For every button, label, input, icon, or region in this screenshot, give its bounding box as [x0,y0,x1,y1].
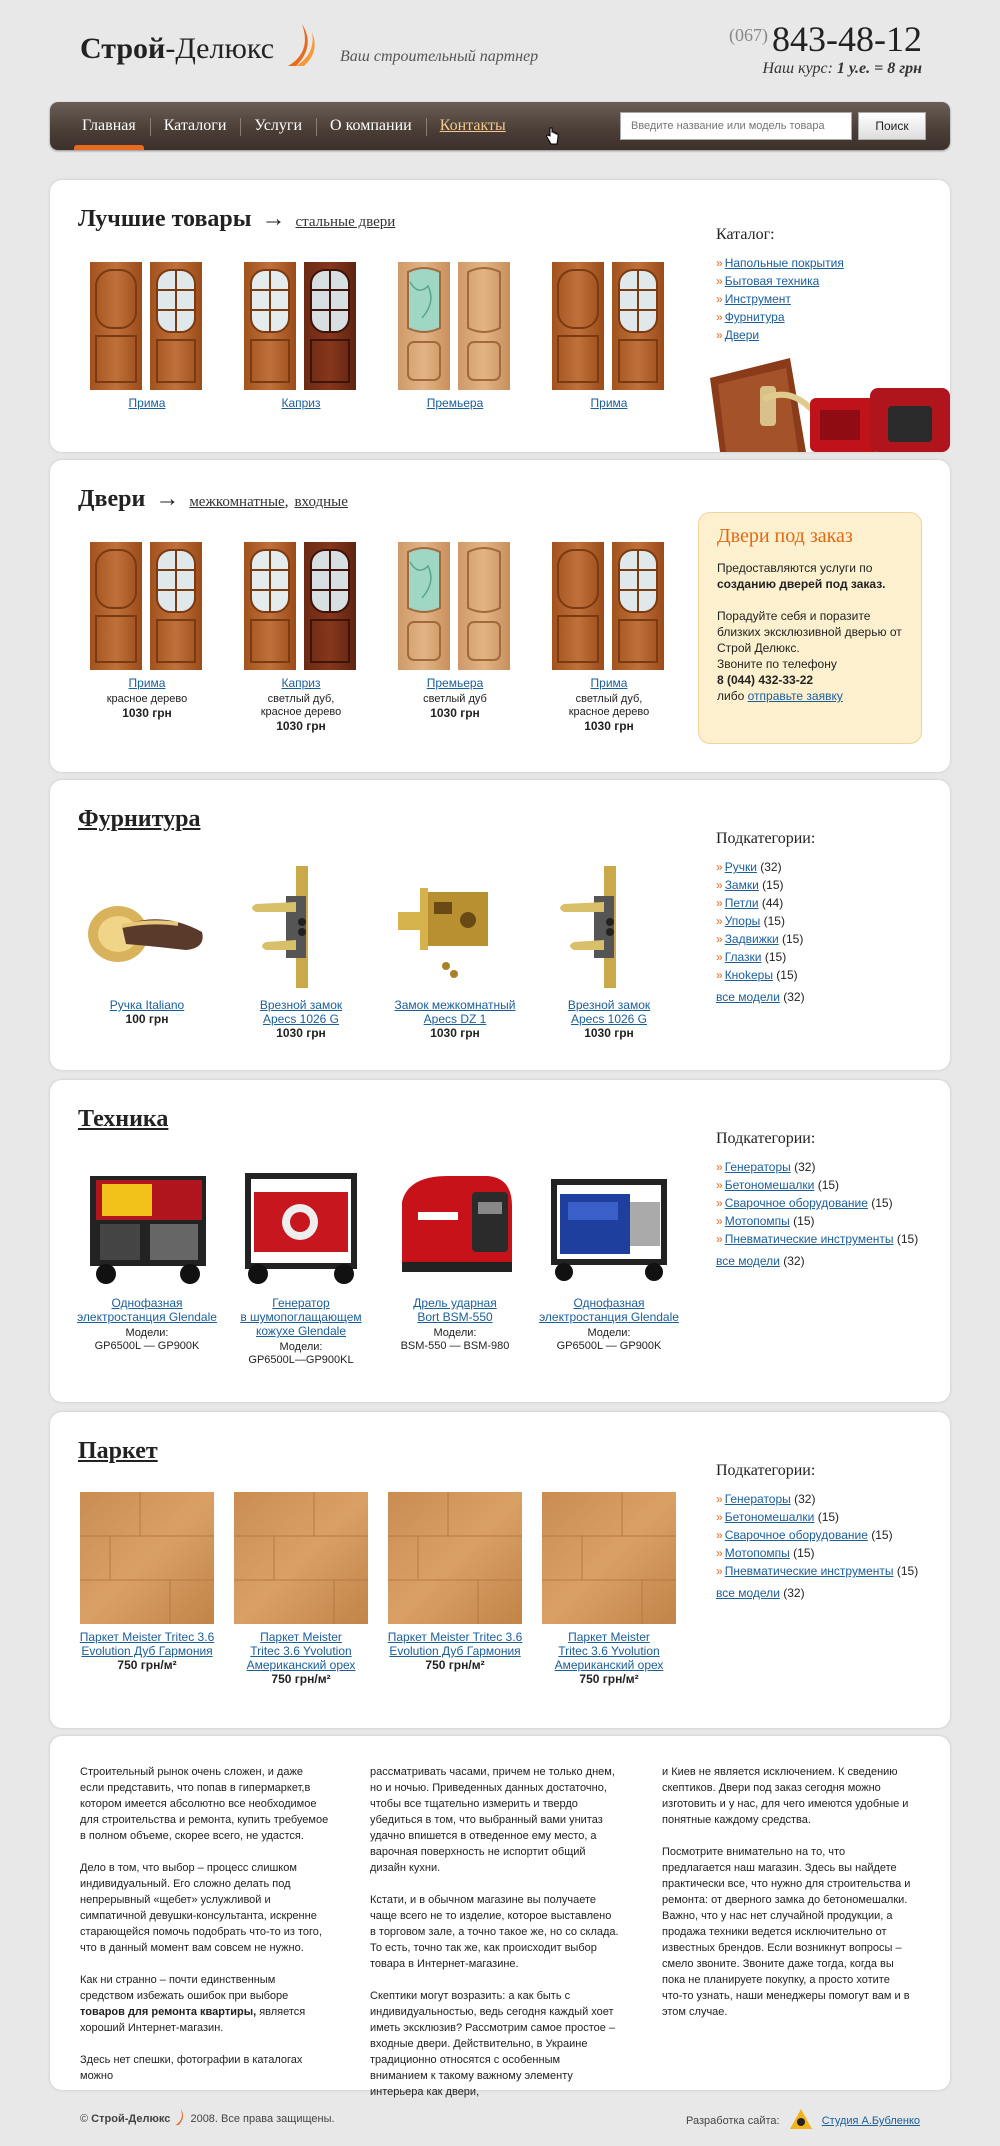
bullet-icon: » [716,860,723,874]
product-card [532,542,686,733]
custom-doors-box [698,512,922,744]
product-name-link[interactable]: Паркет Meister Tritec 3.6 Evolution Дуб Гармония [79,1630,215,1658]
product-price: 750 грн/м² [271,1672,331,1686]
parquet-image[interactable] [542,1492,676,1624]
subcategory-link[interactable]: Сварочное оборудование [724,1196,868,1210]
parquet-panel [50,1412,950,1728]
inverter-generator-image[interactable] [388,1162,522,1290]
copyright [80,2108,335,2126]
product-price: 1030 грн [430,706,480,720]
subcategory-link[interactable]: Петли [724,896,759,910]
subcategory-link[interactable]: Мотопомпы [724,1214,790,1228]
subcategory-link[interactable]: Пневматические инструменты [724,1564,894,1578]
equipment-heading[interactable] [78,1106,168,1133]
subcategory-item [716,1562,946,1580]
doors-list [70,542,686,733]
product-name-link[interactable]: Врезной замок Apecs 1026 G [567,998,651,1026]
bullet-icon: » [716,1510,723,1524]
catalog-link-flooring[interactable]: Напольные покрытия [724,256,844,270]
header-phone [729,18,922,60]
catalog-item [716,290,946,308]
nav-item-contacts[interactable]: Контакты [426,102,520,150]
product-price: 750 грн/м² [579,1672,639,1686]
subcategory-count: (32) [760,860,782,874]
handle-image[interactable] [82,862,212,992]
product-name-link[interactable]: Каприз [281,676,321,690]
bullet-icon: » [716,1528,723,1542]
subcategory-item [716,912,946,930]
hardware-list [70,862,686,1040]
product-name-link[interactable]: Дрель ударная Bort BSM-550 [413,1296,497,1324]
copyright-sign: © [80,2113,89,2125]
custom-doors-title: Двери под заказ [717,525,853,547]
parquet-heading[interactable] [78,1438,158,1465]
catalog-item [716,308,946,326]
bullet-icon: » [716,950,723,964]
subcategory-item [716,1176,946,1194]
bullet-icon: » [716,1214,723,1228]
subcategory-item [716,966,946,984]
subcategory-count: (15) [871,1196,893,1210]
door-image[interactable] [90,262,204,390]
product-models-label: Модели: [279,1341,323,1353]
subcategory-count: (15) [896,1232,919,1246]
subcategories-title: Подкатегории: [716,1130,816,1147]
all-models-link[interactable]: все модели [716,1586,780,1600]
product-name-link[interactable]: Каприз [281,396,321,410]
logo-bold: Строй [80,32,166,65]
steel-doors-link[interactable]: стальные двери [295,214,396,230]
subcategory-item [716,1212,946,1230]
copyright-text: 2008. Все права защищены. [190,2113,335,2125]
door-image[interactable] [552,262,666,390]
product-name-link[interactable]: Однофазная электростанция Glendale [539,1296,679,1324]
bullet-icon: » [716,878,723,892]
bullet-icon: » [716,256,723,270]
subcategory-count: (15) [776,968,798,982]
text-paragraph: Дело в том, что выбор – процесс слишком индивидуальный. Его сложно делать под непрерывный «щебет» услужливой и симпатичной девушки-консультанта, искренне старающейся помочь подобрать что-то из того, что в данный момент вам совсем не нужно. [80,1862,322,1954]
bullet-icon: » [716,1564,723,1578]
subcategory-link[interactable]: Сварочное оборудование [724,1528,868,1542]
product-price: 750 грн/м² [425,1658,485,1672]
logo-rest: -Делюкс [165,32,275,65]
product-models: BSM-550 — BSM-980 [400,1340,510,1352]
developer-label: Разработка сайта: [686,2115,780,2127]
all-models-count: (32) [783,990,805,1004]
doors-title: Двери [78,486,146,512]
product-card [378,542,532,733]
text-paragraph: Строительный рынок очень сложен, и даже если представить, что попав в гипермаркет,в котором имеется абсолютно все необходимое для строительства и ремонта, купить требуемое в полном объеме, скорее всего, не удастся. [80,1766,329,1842]
parquet-title: Паркет [78,1438,158,1464]
main-nav [50,102,950,150]
mortise-lock-image[interactable] [544,862,674,992]
bullet-icon: » [716,274,723,288]
bullet-icon: » [716,310,723,324]
product-models-label: Модели: [125,1327,169,1339]
product-price: 100 грн [125,1012,169,1026]
product-card [224,262,378,410]
product-description: светлый дуб, красное дерево [260,693,342,718]
product-description: красное дерево [106,693,188,705]
subcategory-link[interactable]: Пневматические инструменты [724,1232,894,1246]
subcategory-link[interactable]: Задвижки [724,932,779,946]
developer-credit [686,2108,920,2130]
product-name-link[interactable]: Премьера [426,676,484,690]
all-models [716,1586,946,1600]
bullet-icon: » [716,1160,723,1174]
custom-doors-text: Порадуйте себя и поразите близких эксклюзивной дверью от Строй Делюкс. [717,609,902,655]
product-name-link[interactable]: Врезной замок Apecs 1026 G [259,998,343,1026]
phone-number: 843-48-12 [772,19,922,59]
bullet-icon: » [716,932,723,946]
door-image[interactable] [244,542,358,670]
product-name-link[interactable]: Ручка Italiano [109,998,185,1012]
subcategory-item [716,1158,946,1176]
nav-item-services[interactable]: Услуги [240,102,316,150]
subcategory-item [716,876,946,894]
product-card [378,1492,532,1686]
product-name-link[interactable]: Однофазная электростанция Glendale [77,1296,217,1324]
subcategory-count: (15) [817,1510,840,1524]
hardware-heading[interactable] [78,806,200,833]
product-name-link[interactable]: Премьера [426,396,484,410]
interior-lock-image[interactable] [390,862,520,992]
custom-doors-request [717,688,903,704]
custom-doors-intro-text: Предоставляются услуги по [717,561,873,575]
product-card [532,1492,686,1686]
site-footer [0,2096,1000,2146]
site-tagline: Ваш строительный партнер [340,48,539,65]
catalog-link-tools[interactable]: Инструмент [724,292,791,306]
subcategory-item [716,948,946,966]
send-request-link[interactable]: отправьте заявку [747,689,843,703]
subcategory-item [716,1508,946,1526]
text-column-3 [662,1764,912,2036]
subcategory-link[interactable]: Глазки [724,950,762,964]
bullet-icon: » [716,1546,723,1560]
subcategory-item [716,1490,946,1508]
catalog-list [716,254,946,344]
product-models: GP6500L — GP900K [94,1340,200,1352]
product-price: 1030 грн [276,1026,326,1040]
subcategory-count: (15) [763,914,785,928]
subcategory-link[interactable]: Замки [724,878,759,892]
subcategory-count: (15) [764,950,787,964]
all-models [716,990,946,1004]
product-name-link[interactable]: Прима [590,396,628,410]
subcategory-item [716,858,946,876]
all-models-link[interactable]: все модели [716,1254,780,1268]
subcategory-item [716,894,946,912]
subcategory-item [716,1194,946,1212]
search-button[interactable]: Поиск [858,112,926,140]
product-card [70,862,224,1040]
generator-image[interactable] [234,1162,368,1290]
bullet-icon: » [716,328,723,342]
text-fragment: Как ни странно – почти единственным средством избежать ошибок при выборе [80,1974,289,2002]
bullet-icon: » [716,292,723,306]
developer-link[interactable]: Студия А.Бубленко [821,2115,920,2127]
custom-doors-phone: 8 (044) 432-33-22 [717,673,814,687]
seo-text-panel [50,1736,950,2098]
subcategories-title: Подкатегории: [716,1462,816,1479]
product-name-link[interactable]: Прима [128,396,166,410]
subcategory-link[interactable]: Кноkеры [724,968,773,982]
text-column-2 [370,1764,620,2116]
subcategory-list [716,858,946,984]
subcategory-count: (44) [761,896,784,910]
copyright-brand: Строй-Делюкс [91,2113,171,2125]
product-card [378,862,532,1040]
text-paragraph: Скептики могут возразить: а как быть с индивидуальностью, ведь сегодня каждый хоет иметь эксклюзив? Рассмотрим самое простое – входные двери. Действительно, в Украине традиционно относятся с особенным вниманием к такому важному элементу интерьера как двери, [370,1990,616,2098]
all-models-count: (32) [783,1586,805,1600]
product-description: светлый дуб [423,693,487,705]
product-card [224,1492,378,1686]
nav-item-catalogs[interactable]: Каталоги [150,102,241,150]
product-description: светлый дуб, красное дерево [568,693,650,718]
product-models-label: Модели: [587,1327,631,1339]
subcategory-link[interactable]: Ручки [724,860,757,874]
subcategory-count: (15) [782,932,804,946]
all-models-link[interactable]: все модели [716,990,780,1004]
subcategory-count: (15) [896,1564,919,1578]
bullet-icon: » [716,968,723,982]
product-name-link[interactable]: Генератор в шумопоглащающем кожухе Glendale [240,1296,362,1338]
entrance-doors-link[interactable]: входные [294,494,348,510]
subcategory-link[interactable]: Бетономешалки [724,1510,815,1524]
subcategory-link[interactable]: Мотопомпы [724,1546,790,1560]
catalog-link-appliances[interactable]: Бытовая техника [724,274,820,288]
subcategory-count: (15) [793,1214,815,1228]
product-price: 1030 грн [122,706,172,720]
custom-doors-intro [717,560,903,592]
subcategory-list [716,1490,946,1580]
product-card [532,862,686,1040]
subcategory-count: (15) [871,1528,893,1542]
product-card [70,1162,224,1367]
link-separator: , [284,494,289,510]
text-paragraph: Кстати, и в обычном магазине вы получаете чаще всего не то изделие, которое выставлено в торговом зале, а точно такое же, но со склада. То есть, точно так же, как происходит выбор товара в Интернет-магазине. [370,1894,619,1970]
subcategory-item [716,1526,946,1544]
product-name-link[interactable]: Прима [590,676,628,690]
text-paragraph [80,1972,330,2036]
parquet-image[interactable] [388,1492,522,1624]
rate-value: 1 у.е. = 8 грн [836,60,922,77]
bullet-icon: » [716,1196,723,1210]
product-price: 1030 грн [584,1026,634,1040]
parquet-image[interactable] [80,1492,214,1624]
doors-panel [50,460,950,772]
subcategory-link[interactable]: Генераторы [724,1492,791,1506]
all-models [716,1254,946,1268]
parquet-subcategories [716,1462,946,1600]
subcategory-count: (32) [794,1492,816,1506]
parquet-image[interactable] [234,1492,368,1624]
product-name-link[interactable]: Паркет Meister Tritec 3.6 Yvolution Американский орех [554,1630,664,1672]
catalog-title: Каталог: [716,226,775,243]
catalog-item [716,272,946,290]
hardware-subcategories [716,830,946,1004]
nav-item-about[interactable]: О компании [316,102,426,150]
product-card [224,862,378,1040]
product-card [378,1162,532,1367]
text-paragraph: и Киев не является исключением. К сведению скептиков. Двери под заказ сегодня можно изготовить и у нас, для чего имеются удобные и понятные каждому средства. [662,1766,909,1826]
subcategory-count: (15) [817,1178,840,1192]
product-price: 1030 грн [584,719,634,733]
bullet-icon: » [716,896,723,910]
generator-image[interactable] [80,1162,214,1290]
doors-heading [78,486,348,513]
custom-doors-intro-bold: созданию дверей под заказ. [717,577,886,591]
hardware-panel [50,780,950,1070]
mortise-lock-image[interactable] [236,862,366,992]
product-card [532,1162,686,1367]
parquet-list [70,1492,686,1686]
product-card [70,262,224,410]
product-price: 1030 грн [276,719,326,733]
product-card [224,542,378,733]
product-price: 750 грн/м² [117,1658,177,1672]
interior-doors-link[interactable]: межкомнатные [189,494,285,510]
all-models-count: (32) [783,1254,805,1268]
subcategory-item [716,1544,946,1562]
logo-flame-icon [282,22,318,68]
catalog-collage-image [710,358,950,452]
text-fragment: является хороший Интернет-магазин. [80,2006,306,2034]
bullet-icon: » [716,1178,723,1192]
door-image[interactable] [398,262,512,390]
nav-item-home[interactable]: Главная [68,102,150,150]
product-models-label: Модели: [433,1327,477,1339]
arrow-icon: → [155,486,180,512]
catalog-sidebar [716,226,946,344]
catalog-item [716,254,946,272]
door-image[interactable] [398,542,512,670]
text-paragraph: Посмотрите внимательно на то, что предлагается наш магазин. Здесь вы найдете практически все, что нужно для строительства и ремонта: от дверного замка до бетономешалки. Важно, что у нас нет случайной продукции, а продажа техники ведется исключительно от известных брендов. Если возникнут вопросы – смело звоните. Звоните даже тогда, когда вы пока не планируете покупку, а просто хотите что-то узнать, наши менеджеры помогут вам и в этом случае. [662,1846,911,2018]
product-models: GP6500L—GP900KL [248,1354,354,1366]
product-price: 1030 грн [430,1026,480,1040]
product-card [224,1162,378,1367]
bullet-icon: » [716,914,723,928]
rate-prefix: Наш курс: [762,60,833,77]
generator-image[interactable] [542,1162,676,1290]
product-name-link[interactable]: Замок межкомнатный Apecs DZ 1 [394,998,516,1026]
bullet-icon: » [716,1232,723,1246]
product-name-link[interactable]: Паркет Meister Tritec 3.6 Evolution Дуб Гармония [387,1630,523,1658]
subcategory-item [716,930,946,948]
site-header [0,0,1000,100]
best-products-title: Лучшие товары [78,206,252,232]
subcategory-link[interactable]: Упоры [724,914,761,928]
studio-logo-icon [789,2108,813,2130]
exchange-rate [762,60,922,78]
equipment-title: Техника [78,1106,169,1132]
hand-cursor-icon [545,127,559,145]
product-card [70,542,224,733]
custom-doors-or: либо [717,689,745,703]
text-column-1 [80,1764,330,2100]
door-image[interactable] [552,542,666,670]
text-paragraph: Здесь нет спешки, фотографии в каталогах можно [80,2054,303,2082]
text-paragraph: рассматривать часами, причем не только днем, но и ночью. Приведенных данных достаточно, чтобы все тщательно измерить и твердо убедиться в том, что выбранный вами унитаз удачно впишется в отведенное ему место, а варочная поверхность не испортит общий дизайн кухни. [370,1766,615,1874]
best-products-heading [78,206,395,233]
text-bold: товаров для ремонта квартиры, [80,2006,257,2018]
site-logo[interactable] [80,32,274,66]
catalog-link-hardware[interactable]: Фурнитура [724,310,785,324]
door-image[interactable] [244,262,358,390]
catalog-link-doors[interactable]: Двери [724,328,760,342]
subcategory-list [716,1158,946,1248]
subcategory-count: (32) [794,1160,816,1174]
product-card [378,262,532,410]
subcategory-link[interactable]: Бетономешалки [724,1178,815,1192]
subcategory-link[interactable]: Генераторы [724,1160,791,1174]
hardware-title: Фурнитура [78,806,201,832]
best-products-panel [50,180,950,452]
subcategory-count: (15) [793,1546,815,1560]
product-name-link[interactable]: Прима [128,676,166,690]
catalog-item [716,326,946,344]
subcategory-item [716,1230,946,1248]
subcategories-title: Подкатегории: [716,830,816,847]
door-image[interactable] [90,542,204,670]
product-models: GP6500L — GP900K [556,1340,662,1352]
product-card [532,262,686,410]
product-card [70,1492,224,1686]
best-products-list [70,262,686,410]
subcategory-count: (15) [762,878,784,892]
bullet-icon: » [716,1492,723,1506]
equipment-panel [50,1080,950,1402]
custom-doors-call: Звоните по телефону [717,657,837,671]
search-input[interactable] [620,112,852,140]
phone-code: (067) [729,25,769,45]
equipment-list [70,1162,686,1367]
arrow-icon: → [261,206,286,232]
equipment-subcategories [716,1130,946,1268]
product-name-link[interactable]: Паркет Meister Tritec 3.6 Yvolution Американский орех [246,1630,356,1672]
flame-icon [173,2108,187,2126]
